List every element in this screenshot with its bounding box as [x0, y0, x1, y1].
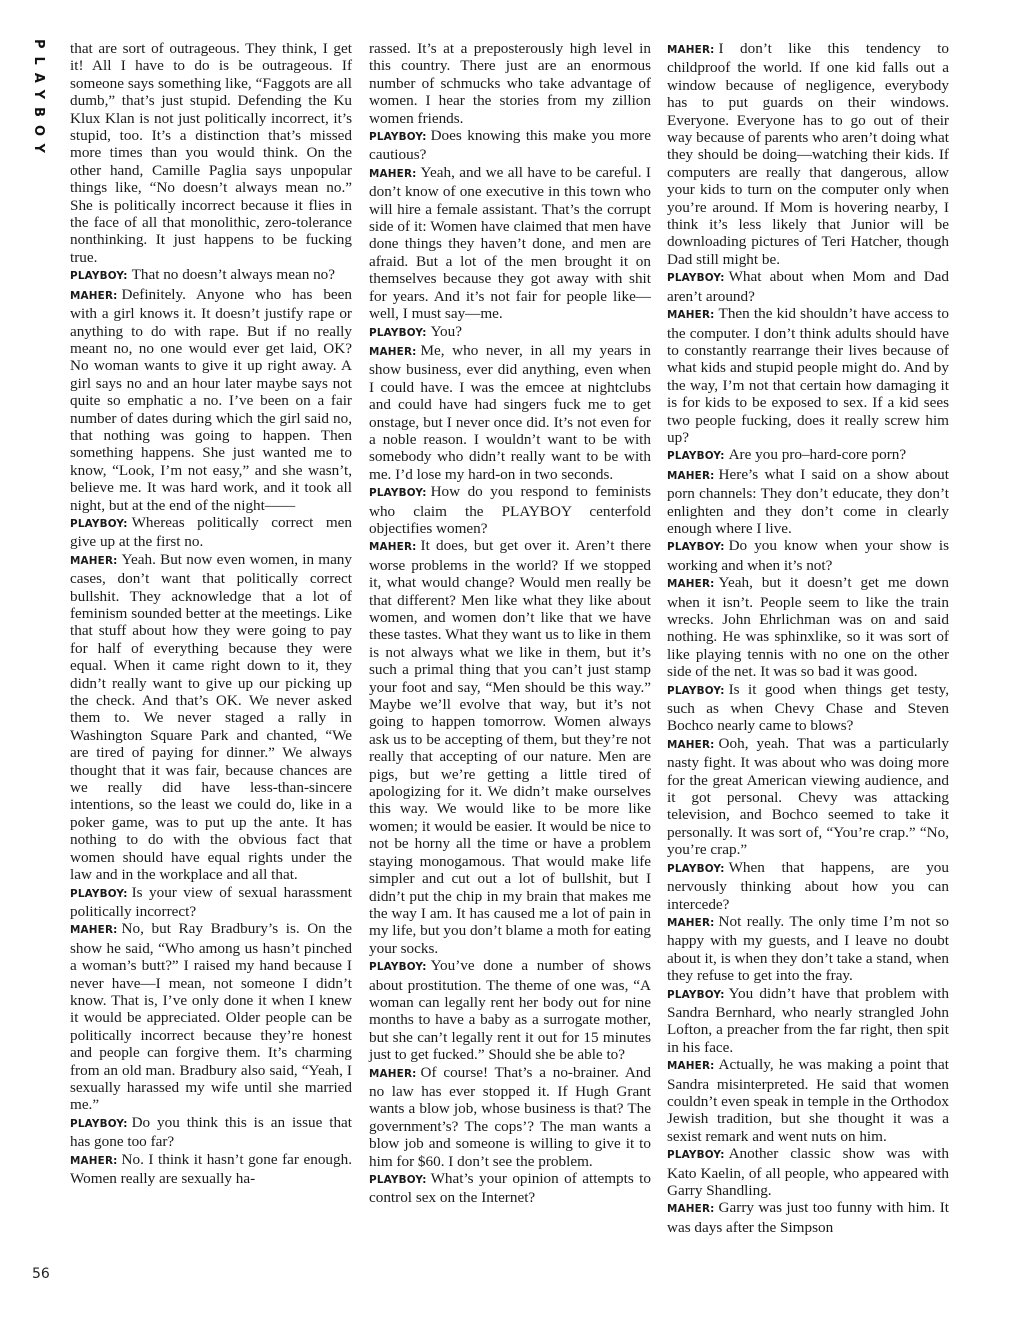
interview-paragraph: [667, 446, 949, 465]
interview-paragraph: [70, 884, 352, 921]
speaker-label: PLAYBOY:: [369, 326, 427, 339]
paragraph-text: No. I think it hasn’t gone far enough. Women really are sexually ha-: [70, 1150, 352, 1187]
interview-paragraph: [369, 323, 651, 342]
speaker-label: MAHER:: [667, 309, 715, 322]
paragraph-text: How do you respond to feminists who claim the PLAYBOY centerfold objectifies women?: [369, 483, 651, 537]
speaker-label: MAHER:: [667, 1203, 715, 1216]
paragraph-text: I don’t like this tendency to childproof the world. If one kid falls out a window because of negligence, everybody has to put guards on their windows. Everyone. Everyone has to go out of their way because of parents who aren’t doing what they should be doing—watching their kids. If computers are really that dangerous, allow your kids to turn on the computer only when you’re around. If Mom is hovering nearby, I think it’s less likely that Junior will be downloading pictures of Teri Hatcher, though Dad still might be.: [667, 40, 949, 268]
speaker-label: PLAYBOY:: [369, 487, 427, 500]
paragraph-text: Is your view of sexual harassment politically incorrect?: [70, 883, 352, 920]
speaker-label: PLAYBOY:: [70, 517, 128, 530]
paragraph-text: Yeah, and we all have to be careful. I don’t know of one executive in this town who will hire a female assistant. That’s the corrupt side of it: Women have claimed that men have done things they haven’t done, and men are afraid. But a lot of the men brought it on themselves because they got away with shit for years. And it’s not fair for people like—well, I must say—me.: [369, 163, 651, 323]
paragraph-text: When that happens, are you nervously thinking about how you can intercede?: [667, 858, 949, 913]
paragraph-text: That no doesn’t always mean no?: [131, 266, 336, 284]
interview-paragraph: [667, 40, 949, 268]
interview-paragraph: [369, 1170, 651, 1207]
interview-paragraph: [667, 681, 949, 735]
paragraph-text: Are you pro–hard-core porn?: [728, 446, 907, 464]
interview-paragraph: [667, 859, 949, 913]
speaker-label: PLAYBOY:: [369, 961, 427, 974]
interview-paragraph: [667, 1056, 949, 1145]
interview-paragraph: [667, 537, 949, 574]
speaker-label: PLAYBOY:: [369, 1174, 427, 1186]
paragraph-text: Garry was just too funny with him. It was days after the Simpson: [667, 1199, 949, 1236]
paragraph-text: It does, but get over it. Aren’t there worse problems in the world? If we stopped it, what would change? Would men really be that different? Men like what they like about women, and women don’t like that we have these tastes. What they want us to like in them is not always what we like in them, but it’s such a primal thing that you can’t just stamp your foot and say, “Men should be this way.” Maybe we’ll evolve that way, but it’s not going to happen tomorrow. Women always ask us to be accepting of them, but they’re not really that accepting of our nature. Men are pigs, but we’re getting a little tired of apologizing for it. We didn’t make ourselves this way. We would like to be more like women; it would be easier. It would be nice to not be horny all the time or have a problem staying monogamous. That would make life simpler and cut out a lot of bullshit, but I didn’t put the chip in my brain that makes me the way I am. It has caused me a lot of pain in my life, but you don’t blame a moth for eating your socks.: [369, 537, 651, 957]
speaker-label: MAHER:: [369, 541, 417, 554]
paragraph-text: Then the kid shouldn’t have access to the computer. I don’t think adults should have to constantly rearrange their lives because of what kids and stupid people might do. And by the way, I’m not that certain how damaging it is for kids to be exposed to sex. If a kid sees two people fucking, does it really screw him up?: [667, 305, 949, 446]
interview-paragraph: [369, 127, 651, 164]
speaker-label: MAHER:: [369, 167, 417, 180]
paragraph-text: No, but Ray Bradbury’s is. On the show he said, “Who among us hasn’t pinched a woman’s butt?” I raised my hand because I never have—I mean, not someone I didn’t know. That is, I’ve only done it when I knew it would be appreciated. Older people can be politically incorrect because they’re honest and people can forgive them. It’s charming from an old man. Bradbury also said, “Yeah, I sexually harassed my wife until she married me.”: [70, 920, 352, 1114]
interview-paragraph: [70, 920, 352, 1113]
paragraph-text: What about when Mom and Dad aren’t around?: [667, 268, 949, 305]
paragraph-text: Yeah. But now even women, in many cases, don’t want that politically correct bullshit. They acknowledge that a lot of feminism sounded better at the meetings. Like that stuff about how they were going to pay for half of everything because they were equal. When it came right down to it, they didn’t really want to give up our picking up the check. And that’s OK. We never asked them to. We never staged a rally in Washington Square Park and chanted, “We are tired of paying for dinner.” We always thought that it was fair, because chances are we really did have less-than-sincere intentions, so the least we could do, like in a poker game, was to put up the ante. It has nothing to do with the obvious fact that women should have equal rights under the law and in the workplace and all that.: [70, 550, 352, 884]
speaker-label: MAHER:: [369, 1067, 417, 1080]
interview-paragraph: [70, 1151, 352, 1188]
speaker-label: PLAYBOY:: [667, 862, 725, 875]
interview-paragraph: [70, 1114, 352, 1151]
speaker-label: PLAYBOY:: [667, 684, 725, 697]
interview-paragraph: [667, 305, 949, 446]
paragraph-text: You?: [430, 322, 462, 340]
paragraph-text: Ooh, yeah. That was a particularly nasty fight. It was about who was doing more for the great American viewing audience, and it got personal. Chevy was attacking television, and Bochco seemed to take it personally. It was sort of, “You’re crap.” “No, you’re crap.”: [667, 734, 949, 859]
speaker-label: PLAYBOY:: [667, 988, 725, 1001]
speaker-label: MAHER:: [667, 469, 715, 482]
paragraph-text: Not really. The only time I’m not so happy with my guests, and I leave no doubt about it, is when they don’t take a stand, when they refuse to get into the fray.: [667, 912, 949, 985]
paragraph-text: Do you think this is an issue that has gone too far?: [70, 1113, 352, 1151]
paragraph-text: What’s your opinion of attempts to control sex on the Internet?: [369, 1170, 651, 1207]
speaker-label: MAHER:: [70, 554, 118, 567]
speaker-label: PLAYBOY:: [667, 1149, 725, 1162]
interview-paragraph: [70, 286, 352, 514]
interview-paragraph: [667, 1145, 949, 1199]
speaker-label: MAHER:: [70, 1154, 118, 1167]
speaker-label: PLAYBOY:: [369, 131, 427, 144]
interview-paragraph: [667, 1199, 949, 1236]
speaker-label: MAHER:: [667, 44, 715, 56]
speaker-label: PLAYBOY:: [667, 450, 725, 463]
speaker-label: MAHER:: [70, 924, 118, 937]
paragraph-text: Yeah, but it doesn’t get me down when it isn’t. People seem to like the train wrecks. John Ehrlichman was on and said nothing. He was sphinxlike, so it was sort of like playing tennis with no one on the other side of the net. It was so bad it was good.: [667, 574, 949, 681]
interview-paragraph: [369, 1064, 651, 1170]
interview-paragraph: [667, 466, 949, 538]
speaker-label: MAHER:: [667, 1060, 715, 1073]
interview-paragraph: [369, 164, 651, 323]
speaker-label: MAHER:: [70, 289, 118, 302]
speaker-label: MAHER:: [369, 345, 417, 358]
paragraph-text: Here’s what I said on a show about porn channels: They don’t educate, they don’t enlighten and they don’t come in clearly enough where I live.: [667, 465, 949, 537]
interview-paragraph: [70, 266, 352, 285]
continued-paragraph: [369, 40, 651, 127]
paragraph-text: Is it good when things get testy, such as when Chevy Chase and Steven Bochco nearly came to blows?: [667, 680, 949, 735]
paragraph-text: You didn’t have that problem with Sandra Bernhard, who nearly strangled John Lofton, a preacher from the far right, then spit in his face.: [667, 984, 949, 1056]
paragraph-text: rassed. It’s at a preposterously high level in this country. There just are an enormous number of schmucks who take advantage of women. I hear the stories from my zillion women friends.: [369, 40, 651, 127]
interview-paragraph: [667, 268, 949, 305]
paragraph-text: Definitely. Anyone who has been with a girl knows it. It doesn’t justify rape or anything to do with rape. But if no really meant no, no one would ever get laid, OK? No woman wants to give it up right away. A girl says no and an hour later maybe says not quite so emphatic a no. I’ve been on a fair number of dates during which the girl said no, that nothing was going to happen. Then something happens. She just wanted me to know, “Look, I’m not easy,” and she wasn’t, believe me. It was hard work, and it took all night, but at the end of the night——: [70, 285, 352, 514]
speaker-label: PLAYBOY:: [667, 541, 725, 554]
paragraph-text: Do you know when your show is working and when it’s not?: [667, 537, 949, 574]
interview-paragraph: [667, 985, 949, 1057]
paragraph-text: Actually, he was making a point that Sandra misinterpreted. He said that women couldn’t even speak in temple in the Orthodox Jewish tradition, but she thought it was a sexist remark and went nuts on him.: [667, 1056, 949, 1145]
speaker-label: PLAYBOY:: [70, 1117, 128, 1130]
interview-paragraph: [667, 913, 949, 985]
paragraph-text: You’ve done a number of shows about prostitution. The theme of one was, “A woman can legally rent her body out for nine months to have a baby as a surrogate mother, but she can’t legally rent it out for 15 minutes just to get fucked.” Should she be able to?: [369, 957, 651, 1064]
interview-paragraph: [70, 551, 352, 884]
speaker-label: MAHER:: [667, 578, 715, 591]
paragraph-text: Does knowing this make you more cautious?: [369, 127, 651, 164]
speaker-label: PLAYBOY:: [70, 887, 128, 900]
paragraph-text: Of course! That’s a no-brainer. And no law has ever stopped it. If Hugh Grant wants a blow job, whose business is that? The government’s? The cops’? The man wants a blow job and someone is willing to give it to him for $60. I don’t see the problem.: [369, 1063, 651, 1170]
paragraph-text: that are sort of outrageous. They think, I get it! All I have to do is be outrageous. If someone says something like, “Faggots are all dumb,” that’s just stupid. Defending the Ku Klux Klan is not just politically incorrect, it’s stupid, too. It’s a distinction that’s missed more times than you would think. On the other hand, Camille Paglia says unpopular things like, “No doesn’t always mean no.” She is politically incorrect because it flies in the face of all that monolithic, zero-tolerance nonthinking. It just happens to be fucking true.: [70, 40, 352, 266]
speaker-label: MAHER:: [667, 916, 715, 929]
speaker-label: PLAYBOY:: [667, 272, 725, 285]
paragraph-text: Me, who never, in all my years in show business, ever did anything, even when I could have. I was the emcee at nightclubs and could have had singers fuck me to get onstage, but I never once did. It’s not even for a noble reason. I wouldn’t want to be with somebody who didn’t really want to be with me. I’d lose my hard-on in two seconds.: [369, 341, 651, 483]
continued-paragraph: [70, 40, 352, 266]
interview-paragraph: [667, 574, 949, 680]
page-number: 56: [32, 1266, 50, 1282]
paragraph-text: Whereas politically correct men give up at the first no.: [70, 513, 352, 551]
text-column-1: [70, 40, 352, 1187]
interview-paragraph: [667, 735, 949, 859]
text-column-2: [369, 40, 651, 1207]
interview-paragraph: [369, 537, 651, 957]
interview-paragraph: [369, 342, 651, 483]
speaker-label: MAHER:: [667, 738, 715, 751]
interview-paragraph: [369, 483, 651, 537]
interview-paragraph: [70, 514, 352, 551]
text-column-3: [667, 40, 949, 1236]
speaker-label: PLAYBOY:: [70, 270, 128, 283]
interview-paragraph: [369, 957, 651, 1063]
masthead-text: PLAYBOY: [31, 39, 46, 161]
paragraph-text: Another classic show was with Kato Kaelin, of all people, who appeared with Garry Shandling.: [667, 1145, 949, 1199]
